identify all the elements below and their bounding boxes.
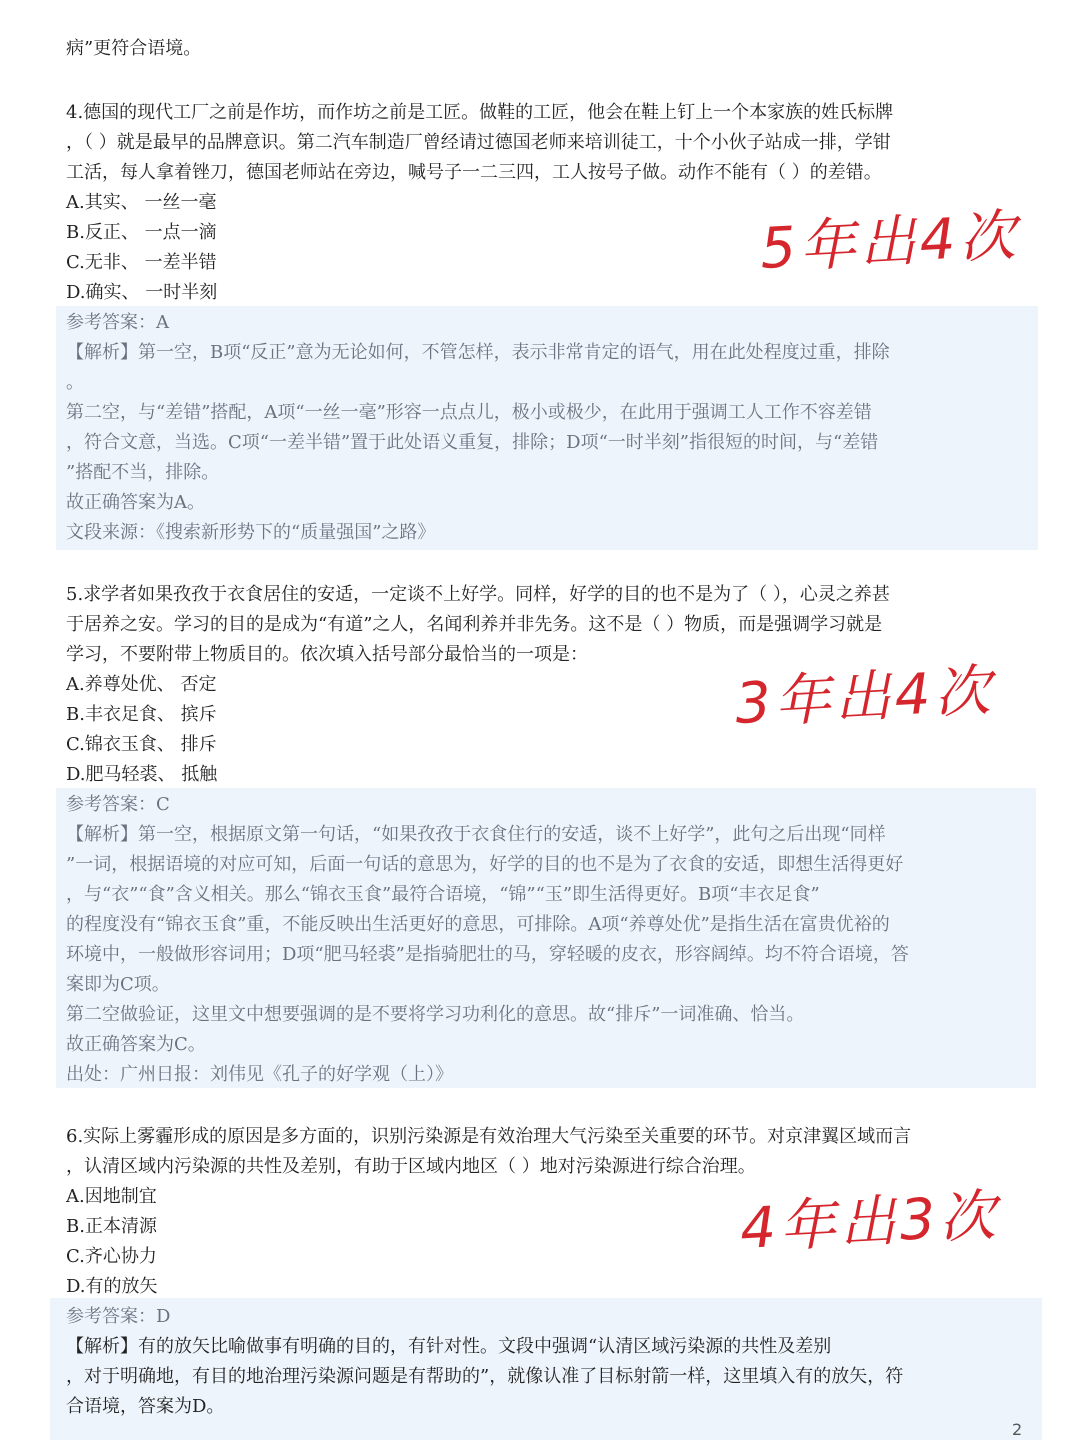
q4-stem-line: ，（ ）就是最早的品牌意识。第二汽车制造厂曾经请过德国老师来培训徒工，十个小伙子站成一排，学钳 bbox=[66, 132, 891, 153]
q4-option-c: C.无非、 一差半错 bbox=[66, 252, 217, 273]
q4-answer-line: 第二空，与“差错”搭配，A项“一丝一毫”形容一点点儿，极小或极少，在此用于强调工人工作不容差错 bbox=[66, 402, 872, 423]
q4-answer-line: 故正确答案为A。 bbox=[66, 492, 205, 513]
q5-answer-line: 案即为C项。 bbox=[66, 974, 170, 995]
q6-handwritten-note: 4年出3次 bbox=[738, 1183, 1001, 1262]
q5-answer-line: 的程度没有“锦衣玉食”重，不能反映出生活更好的意思，可排除。A项“养尊处优”是指生活在富贵优裕的 bbox=[66, 914, 890, 935]
q5-stem-line: 于居养之安。学习的目的是成为“有道”之人，名闻利养并非先务。这不是（ ）物质，而是强调学习就是 bbox=[66, 614, 883, 635]
q5-answer-line: 故正确答案为C。 bbox=[66, 1034, 206, 1055]
q5-answer-line: 第二空做验证，这里文中想要强调的是不要将学习功利化的意思。故“排斥”一词准确、恰当。 bbox=[66, 1004, 805, 1025]
intro-tail-text: 病”更符合语境。 bbox=[66, 38, 202, 59]
q5-option-a: A.养尊处优、 否定 bbox=[66, 674, 217, 695]
q6-stem-line: ，认清区域内污染源的共性及差别，有助于区域内地区（ ）地对污染源进行综合治理。 bbox=[66, 1156, 756, 1177]
q6-option-b: B.正本清源 bbox=[66, 1216, 157, 1237]
q6-stem-line: 6.实际上雾霾形成的原因是多方面的，识别污染源是有效治理大气污染至关重要的环节。对京津翼区域而言 bbox=[66, 1126, 912, 1147]
q4-answer-line: 文段来源：《搜索新形势下的“质量强国”之路》 bbox=[66, 522, 436, 543]
q5-answer-line: 参考答案：C bbox=[66, 794, 170, 815]
q4-answer-line: 参考答案：A bbox=[66, 312, 169, 333]
q5-answer-line: ”一词，根据语境的对应可知，后面一句话的意思为，好学的目的也不是为了衣食的安适，即想生活得更好 bbox=[66, 854, 904, 875]
q5-option-c: C.锦衣玉食、 排斥 bbox=[66, 734, 217, 755]
q4-option-a: A.其实、 一丝一毫 bbox=[66, 192, 217, 213]
q4-option-b: B.反正、 一点一滴 bbox=[66, 222, 217, 243]
q4-option-d: D.确实、 一时半刻 bbox=[66, 282, 218, 303]
q5-answer-line: 环境中，一般做形容词用；D项“肥马轻裘”是指骑肥壮的马，穿轻暖的皮衣，形容阔绰。均不符合语境，答 bbox=[66, 944, 909, 965]
q5-stem-line: 5.求学者如果孜孜于衣食居住的安适，一定谈不上好学。同样，好学的目的也不是为了（ ），心灵之养甚 bbox=[66, 584, 890, 605]
q5-answer-line: 出处：广州日报：刘伟见《孔子的好学观（上）》 bbox=[66, 1064, 453, 1085]
q4-stem-line: 工活，每人拿着锉刀，德国老师站在旁边，喊号子一二三四，工人按号子做。动作不能有（ ）的差错。 bbox=[66, 162, 882, 183]
page-number: 2 bbox=[1012, 1420, 1023, 1439]
q6-answer-line: ，对于明确地，有目的地治理污染源问题是有帮助的”，就像认准了目标射箭一样，这里填入有的放矢，符 bbox=[66, 1366, 904, 1387]
q4-answer-line: ，符合文意，当选。C项“一差半错”置于此处语义重复，排除；D项“一时半刻”指很短的时间，与“差错 bbox=[66, 432, 879, 453]
q5-handwritten-note: 3年出4次 bbox=[733, 658, 996, 737]
q4-stem-line: 4.德国的现代工厂之前是作坊，而作坊之前是工匠。做鞋的工匠，他会在鞋上钉上一个本家族的姓氏标牌 bbox=[66, 102, 894, 123]
q5-answer-line: 【解析】第一空，根据原文第一句话，“如果孜孜于衣食住行的安适，谈不上好学”，此句之后出现“同样 bbox=[66, 824, 886, 845]
q5-stem-line: 学习，不要附带上物质目的。依次填入括号部分最恰当的一项是： bbox=[66, 644, 588, 665]
q5-option-b: B.丰衣足食、 摈斥 bbox=[66, 704, 217, 725]
q4-answer-line: 【解析】第一空，B项“反正”意为无论如何，不管怎样，表示非常肯定的语气，用在此处程度过重，排除 bbox=[66, 342, 890, 363]
q4-answer-line: ”搭配不当，排除。 bbox=[66, 462, 220, 483]
q6-option-d: D.有的放矢 bbox=[66, 1276, 158, 1297]
q6-answer-line: 参考答案：D bbox=[66, 1306, 171, 1327]
q6-option-c: C.齐心协力 bbox=[66, 1246, 157, 1267]
q6-answer-line: 【解析】有的放矢比喻做事有明确的目的，有针对性。文段中强调“认清区域污染源的共性及差别 bbox=[66, 1336, 832, 1357]
q5-option-d: D.肥马轻裘、 抵触 bbox=[66, 764, 218, 785]
q5-answer-line: ，与“衣”“食”含义相关。那么“锦衣玉食”最符合语境，“锦”“玉”即生活得更好。B项“丰衣足食” bbox=[66, 884, 820, 905]
q6-answer-line: 合语境，答案为D。 bbox=[66, 1396, 225, 1417]
q4-handwritten-note: 5年出4次 bbox=[758, 203, 1021, 282]
q6-option-a: A.因地制宜 bbox=[66, 1186, 157, 1207]
q4-answer-line: 。 bbox=[66, 372, 84, 393]
